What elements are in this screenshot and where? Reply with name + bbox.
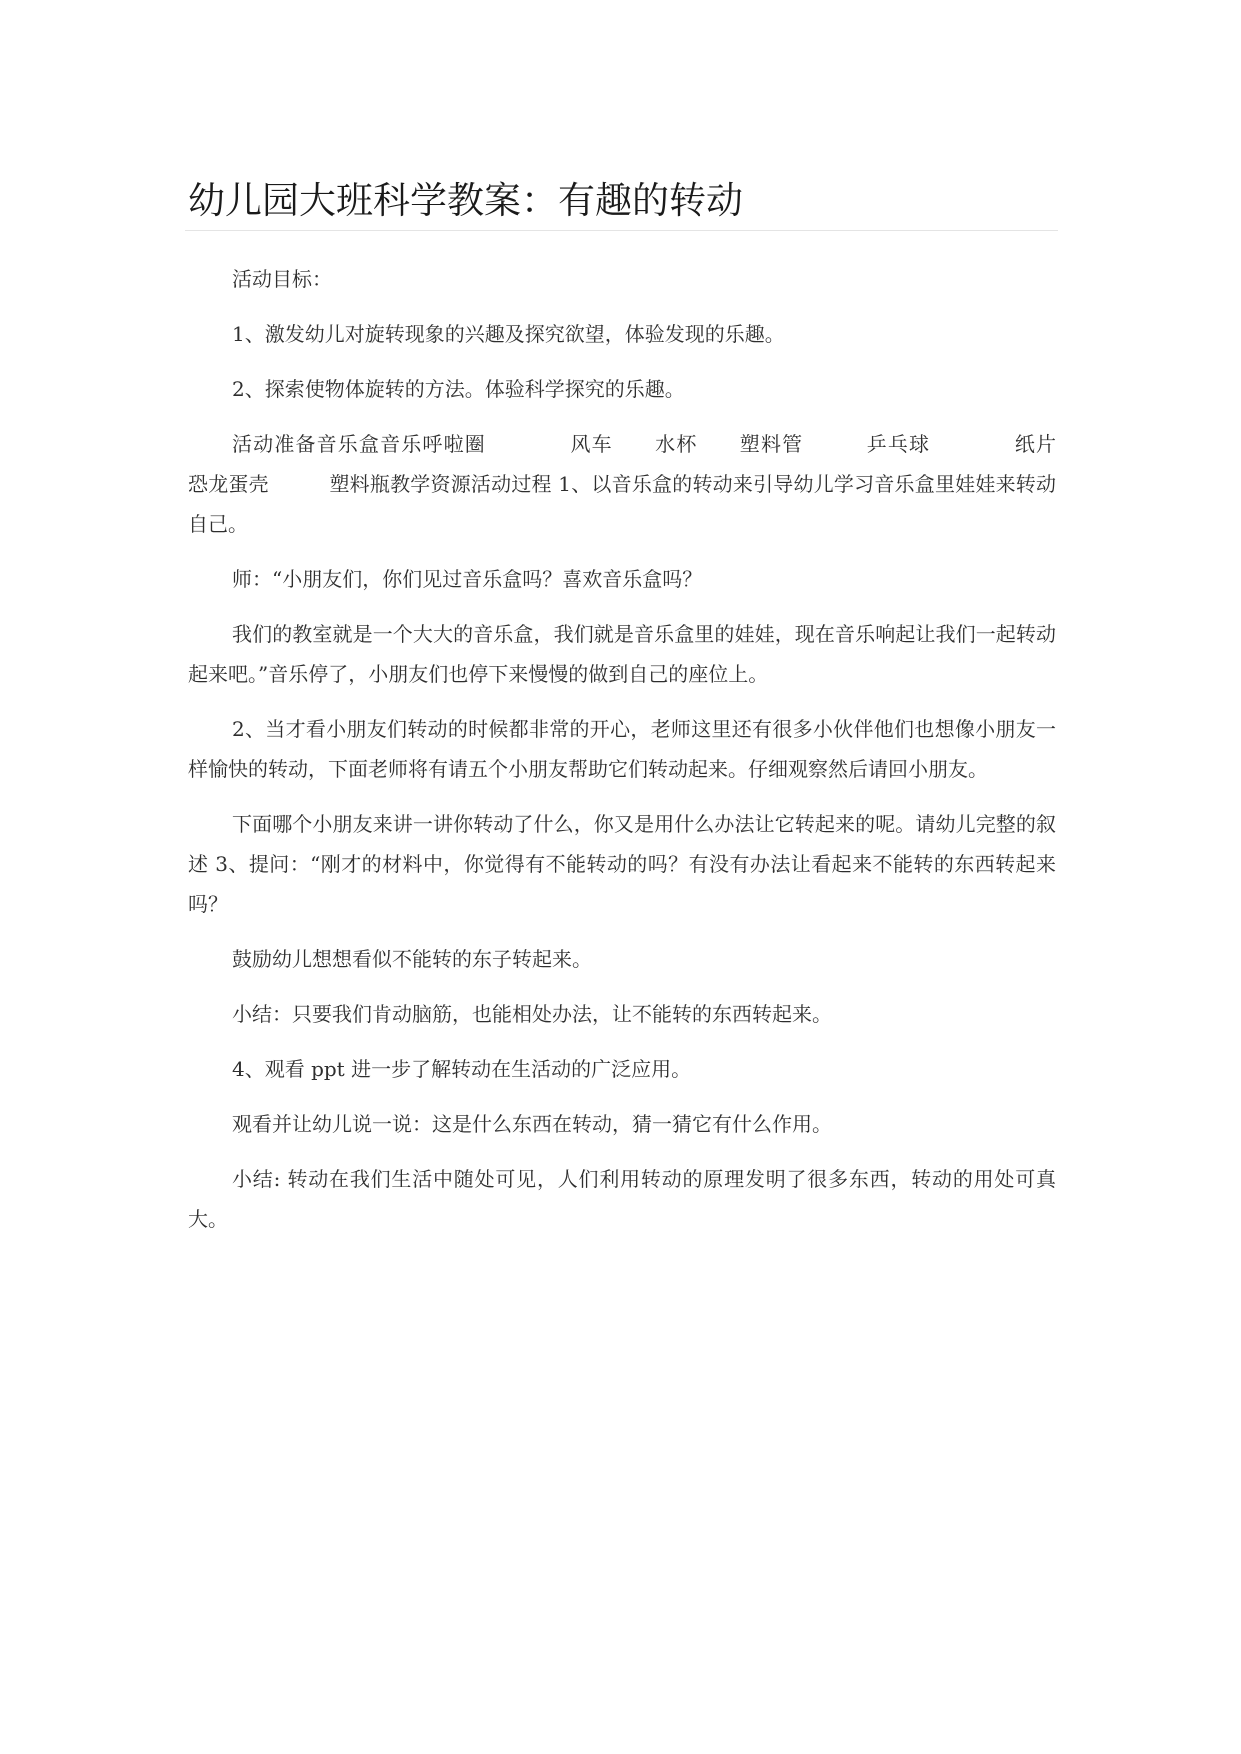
paragraph-teacher-question: 师：“小朋友们，你们见过音乐盒吗？喜欢音乐盒吗？ (232, 567, 703, 591)
paragraph-observe: 观看并让幼儿说一说：这是什么东西在转动，猜一猜它有什么作用。 (232, 1112, 832, 1136)
paragraph-summary-1: 小结：只要我们肯动脑筋，也能相处办法，让不能转的东西转起来。 (232, 1002, 832, 1026)
paragraph-objective-1: 1、激发幼儿对旋转现象的兴趣及探究欲望，体验发现的乐趣。 (232, 322, 785, 346)
paragraph-objective-2: 2、探索使物体旋转的方法。体验科学探究的乐趣。 (232, 377, 685, 401)
paragraph-objectives-heading: 活动目标： (232, 267, 332, 291)
paragraph-preparation: 活动准备音乐盒音乐呼啦圈 风车 水杯 塑料管 乒乓球 纸片 恐龙蛋壳 塑料瓶教学资源活动过程 1、以音乐盒的转动来引导幼儿学习音乐盒里娃娃来转动自己。 (188, 432, 1096, 536)
paragraph-encourage: 鼓励幼儿想想看似不能转的东子转起来。 (232, 947, 592, 971)
paragraph-step-4: 4、观看 ppt 进一步了解转动在生活动的广泛应用。 (232, 1057, 692, 1081)
paragraph-summary-2: 小结: 转动在我们生活中随处可见，人们利用转动的原理发明了很多东西，转动的用处可真大。 (188, 1167, 1056, 1231)
title-divider (185, 230, 1058, 231)
paragraph-step-3: 下面哪个小朋友来讲一讲你转动了什么，你又是用什么办法让它转起来的呢。请幼儿完整的叙述 3、提问：“刚才的材料中，你觉得有不能转动的吗？有没有办法让看起来不能转的东西转起来吗？ (188, 812, 1056, 916)
document-title: 幼儿园大班科学教案：有趣的转动 (188, 179, 743, 222)
paragraph-step-2: 2、当才看小朋友们转动的时候都非常的开心，老师这里还有很多小伙伴他们也想像小朋友一样愉快的转动，下面老师将有请五个小朋友帮助它们转动起来。仔细观察然后请回小朋友。 (188, 717, 1056, 781)
document-body (188, 259, 1096, 1254)
paragraph-classroom-music-box: 我们的教室就是一个大大的音乐盒，我们就是音乐盒里的娃娃，现在音乐响起让我们一起转动起来吧。”音乐停了，小朋友们也停下来慢慢的做到自己的座位上。 (188, 622, 1056, 686)
